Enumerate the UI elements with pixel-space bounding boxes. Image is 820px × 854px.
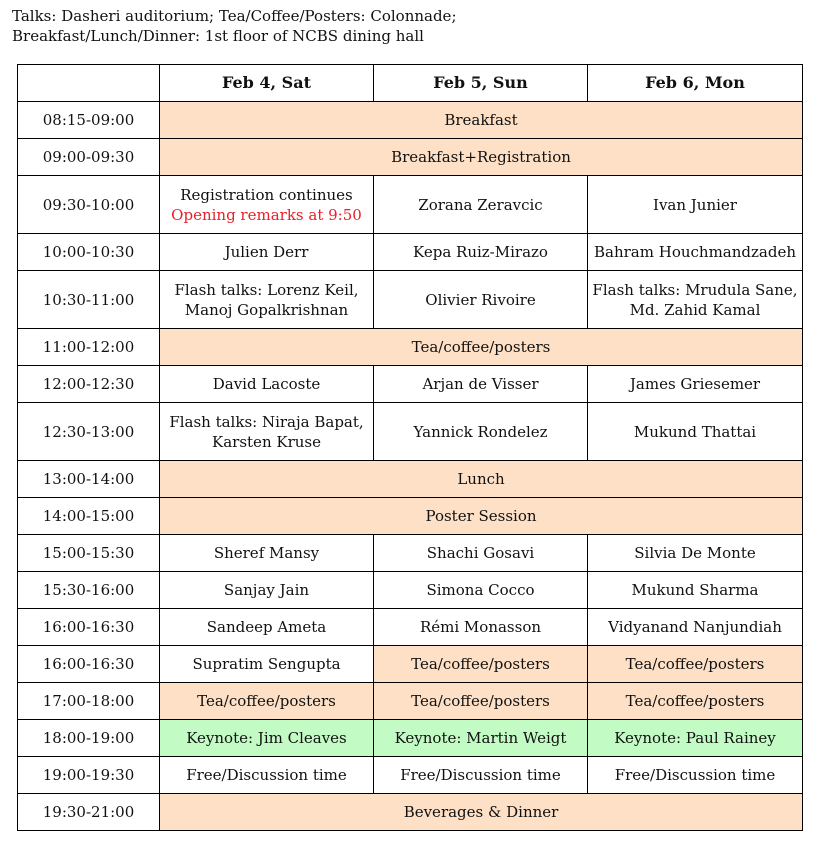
all-days-session: Breakfast: [160, 102, 803, 139]
time-slot: 16:00-16:30: [18, 609, 160, 646]
keynote-cell: [374, 720, 588, 757]
time-slot: 13:00-14:00: [18, 461, 160, 498]
session-text: Yannick Rondelez: [413, 422, 548, 441]
all-days-session: Tea/coffee/posters: [160, 329, 803, 366]
session-text: Sanjay Jain: [223, 581, 310, 599]
keynote-cell: [160, 720, 374, 757]
schedule-row: [18, 329, 803, 366]
session-cell: [588, 609, 803, 646]
session-cell: [160, 572, 374, 609]
schedule-row: [18, 461, 803, 498]
session-text: Silvia De Monte: [634, 544, 756, 562]
session-cell: [374, 646, 588, 683]
time-slot: 08:15-09:00: [18, 102, 160, 139]
session-cell: [160, 683, 374, 720]
session-cell: [160, 535, 374, 572]
session-text: Flash talks: Mrudula Sane, Md. Zahid Kamal: [592, 280, 798, 319]
session-text: Zorana Zeravcic: [418, 195, 543, 214]
time-slot: 11:00-12:00: [18, 329, 160, 366]
session-text: Supratim Sengupta: [192, 655, 341, 673]
session-cell: [374, 757, 588, 794]
session-cell: [160, 176, 374, 234]
schedule-table: [17, 64, 803, 831]
session-text: Mukund Thattai: [633, 422, 757, 441]
header-day-1: Feb 4, Sat: [160, 65, 374, 102]
opening-remarks-note: Opening remarks at 9:50: [171, 205, 362, 224]
session-text: Julien Derr: [224, 243, 309, 261]
session-text: Sheref Mansy: [213, 544, 320, 562]
session-text: Bahram Houchmandzadeh: [594, 243, 796, 261]
session-cell: [588, 572, 803, 609]
time-slot: 15:30-16:00: [18, 572, 160, 609]
session-text: Free/Discussion time: [186, 766, 347, 784]
session-cell: [588, 683, 803, 720]
session-text: Arjan de Visser: [422, 375, 539, 393]
session-text: Flash talks: Lorenz Keil, Manoj Gopalkrishnan: [174, 280, 359, 319]
schedule-row: [18, 234, 803, 271]
session-text: Flash talks: Niraja Bapat, Karsten Kruse: [169, 412, 364, 451]
session-text: Free/Discussion time: [614, 766, 776, 784]
schedule-row: [18, 139, 803, 176]
venue-line-meals: Breakfast/Lunch/Dinner: 1st floor of NCBS dining hall: [12, 27, 424, 45]
time-slot: 19:30-21:00: [18, 794, 160, 831]
all-days-session: Breakfast+Registration: [160, 139, 803, 176]
time-slot: 19:00-19:30: [18, 757, 160, 794]
time-slot: 14:00-15:00: [18, 498, 160, 535]
session-text: Tea/coffee/posters: [625, 655, 765, 673]
schedule-row: [18, 609, 803, 646]
session-cell: [160, 609, 374, 646]
schedule-row: [18, 366, 803, 403]
session-cell: [160, 366, 374, 403]
session-cell: [374, 366, 588, 403]
header-time-corner: [18, 65, 160, 102]
time-slot: 16:00-16:30: [18, 646, 160, 683]
session-text: Tea/coffee/posters: [411, 692, 550, 710]
session-text: James Griesemer: [629, 375, 761, 393]
session-text: Registration continues: [180, 185, 353, 204]
time-slot: 15:00-15:30: [18, 535, 160, 572]
time-slot: 09:30-10:00: [18, 176, 160, 234]
session-cell: [160, 271, 374, 329]
time-slot: 18:00-19:00: [18, 720, 160, 757]
session-text: Tea/coffee/posters: [625, 692, 765, 710]
time-slot: 12:00-12:30: [18, 366, 160, 403]
session-cell: [588, 403, 803, 461]
all-days-session: Poster Session: [160, 498, 803, 535]
session-text: Simona Cocco: [426, 581, 535, 599]
schedule-row: [18, 757, 803, 794]
session-text: Free/Discussion time: [400, 766, 561, 784]
session-cell: [374, 572, 588, 609]
time-slot: 09:00-09:30: [18, 139, 160, 176]
all-days-session: Lunch: [160, 461, 803, 498]
session-cell: [160, 234, 374, 271]
schedule-row: [18, 572, 803, 609]
session-cell: [374, 234, 588, 271]
schedule-row: [18, 102, 803, 139]
session-cell: [374, 609, 588, 646]
session-text: Mukund Sharma: [631, 581, 759, 599]
session-text: Shachi Gosavi: [426, 544, 535, 562]
header-day-3: Feb 6, Mon: [588, 65, 803, 102]
session-cell: [160, 646, 374, 683]
time-slot: 17:00-18:00: [18, 683, 160, 720]
schedule-row: [18, 794, 803, 831]
session-cell: [588, 757, 803, 794]
schedule-row: [18, 646, 803, 683]
schedule-body: [18, 102, 803, 831]
session-text: Sandeep Ameta: [206, 618, 327, 636]
session-text: Keynote: Jim Cleaves: [186, 729, 347, 747]
session-cell: [374, 271, 588, 329]
session-cell: [588, 535, 803, 572]
session-text: Olivier Rivoire: [425, 290, 536, 309]
time-slot: 10:30-11:00: [18, 271, 160, 329]
schedule-row: [18, 403, 803, 461]
session-text: Keynote: Paul Rainey: [614, 729, 776, 747]
session-text: Vidyanand Nanjundiah: [608, 618, 782, 636]
session-cell: [160, 403, 374, 461]
session-cell: [588, 176, 803, 234]
session-text: Keynote: Martin Weigt: [394, 729, 567, 747]
session-cell: [588, 366, 803, 403]
session-cell: [374, 683, 588, 720]
session-text: David Lacoste: [212, 375, 321, 393]
schedule-row: [18, 720, 803, 757]
header-day-2: Feb 5, Sun: [374, 65, 588, 102]
session-cell: [588, 271, 803, 329]
time-slot: 12:30-13:00: [18, 403, 160, 461]
keynote-cell: [588, 720, 803, 757]
session-text: Tea/coffee/posters: [411, 655, 550, 673]
session-cell: [588, 646, 803, 683]
session-text: Rémi Monasson: [419, 618, 542, 636]
session-cell: [588, 234, 803, 271]
schedule-row: [18, 535, 803, 572]
venue-note: [12, 6, 457, 46]
schedule-row: [18, 683, 803, 720]
schedule-row: [18, 176, 803, 234]
schedule-row: [18, 498, 803, 535]
session-cell: [374, 176, 588, 234]
all-days-session: Beverages & Dinner: [160, 794, 803, 831]
session-text: Kepa Ruiz-Mirazo: [413, 243, 548, 261]
venue-line-talks: Talks: Dasheri auditorium; Tea/Coffee/Posters: Colonnade;: [12, 7, 457, 25]
session-cell: [160, 757, 374, 794]
session-cell: [374, 403, 588, 461]
session-text: Tea/coffee/posters: [197, 692, 336, 710]
schedule-row: [18, 271, 803, 329]
header-row: [18, 65, 803, 102]
session-cell: [374, 535, 588, 572]
session-text: Ivan Junier: [653, 195, 737, 214]
time-slot: 10:00-10:30: [18, 234, 160, 271]
